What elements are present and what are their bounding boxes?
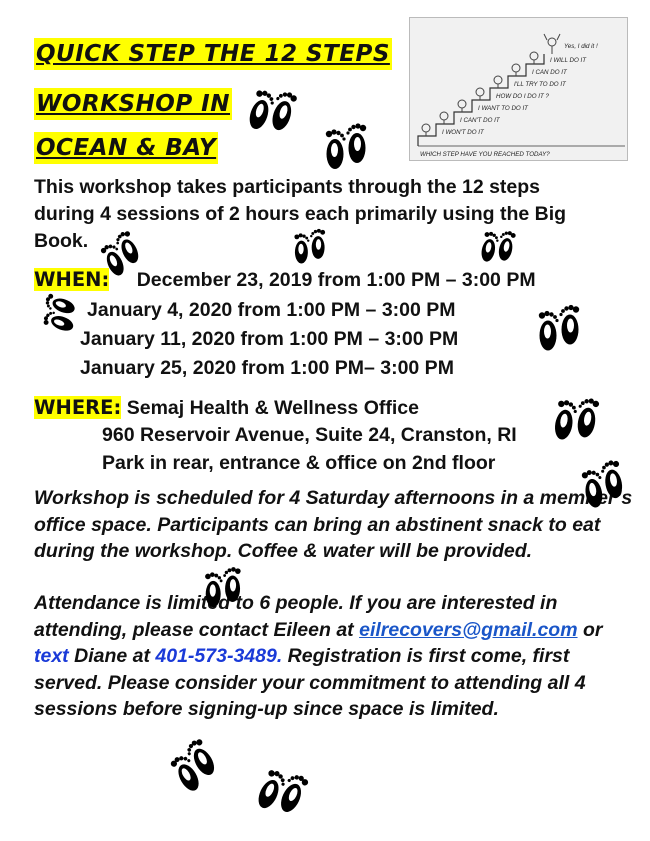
intro-line-2: during 4 sessions of 2 hours each primarily using the Big <box>34 203 567 225</box>
footprints-icon <box>550 391 600 446</box>
intro-line-1: This workshop takes participants through the 12 steps <box>34 176 541 198</box>
footprints-icon <box>290 226 328 266</box>
title-line-3: OCEAN & BAY <box>34 132 218 164</box>
footprints-icon <box>168 741 218 791</box>
phone-number[interactable]: 401-573-3489. <box>155 645 283 667</box>
cartoon-step-6: I CAN DO IT <box>532 69 567 76</box>
email-link[interactable]: eilrecovers@gmail.com <box>359 618 578 641</box>
cartoon-step-4: HOW DO I DO IT ? <box>496 93 549 100</box>
when-label: WHEN: <box>34 268 110 291</box>
session-4: January 25, 2020 from 1:00 PM– 3:00 PM <box>80 357 454 379</box>
details-paragraph-2 <box>34 590 634 723</box>
details-text-b: or <box>577 618 603 641</box>
where-label: WHERE: <box>34 396 122 419</box>
footprints-icon <box>478 226 516 266</box>
where-place: Semaj Health & Wellness Office <box>126 397 419 419</box>
session-2: January 4, 2020 from 1:00 PM – 3:00 PM <box>87 299 456 321</box>
cartoon-step-1: I WON'T DO IT <box>442 129 484 136</box>
footprints-icon <box>578 458 626 510</box>
footprints-icon <box>256 764 306 818</box>
session-1: December 23, 2019 from 1:00 PM – 3:00 PM <box>136 269 536 291</box>
details-text-c: Diane at <box>68 645 156 667</box>
where-address: 960 Reservoir Avenue, Suite 24, Cranston, RI <box>102 424 517 446</box>
text-word: text <box>34 645 69 667</box>
details-text-a: Attendance is limited to 6 people. If you are interested in attending, please contact Eileen at <box>34 592 558 641</box>
footprints-icon <box>246 84 296 136</box>
intro-line-3: Book. <box>34 230 89 252</box>
cartoon-step-3: I WANT TO DO IT <box>478 105 528 112</box>
cartoon-step-5: I'LL TRY TO DO IT <box>514 81 566 88</box>
cartoon-step-8: Yes, I did it ! <box>564 43 598 50</box>
details-text-d: Registration is first come, first served. Please consider your commitment to attending all 4 sessions before signing-up since space is limited. <box>34 645 586 720</box>
details-paragraph-1: Workshop is scheduled for 4 Saturday afternoons in a member’s office space. Participants can bring an abstinent snack to eat during the workshop. Coffee & water will be provided. <box>34 487 633 562</box>
footprints-icon <box>320 120 370 172</box>
title-line-2: WORKSHOP IN <box>34 88 232 120</box>
session-3: January 11, 2020 from 1:00 PM – 3:00 PM <box>80 328 459 350</box>
title-line-1: QUICK STEP THE 12 STEPS <box>34 38 392 70</box>
cartoon-caption: WHICH STEP HAVE YOU REACHED TODAY? <box>420 151 550 158</box>
steps-cartoon-image <box>409 17 628 161</box>
footprints-icon <box>533 300 583 355</box>
where-row <box>34 394 419 422</box>
footprints-icon <box>99 232 141 276</box>
cartoon-step-2: I CAN'T DO IT <box>460 117 500 124</box>
where-directions: Park in rear, entrance & office on 2nd floor <box>102 452 496 474</box>
footprints-icon <box>38 294 80 334</box>
cartoon-step-7: I WILL DO IT <box>550 57 586 64</box>
footprints-icon <box>200 564 244 610</box>
